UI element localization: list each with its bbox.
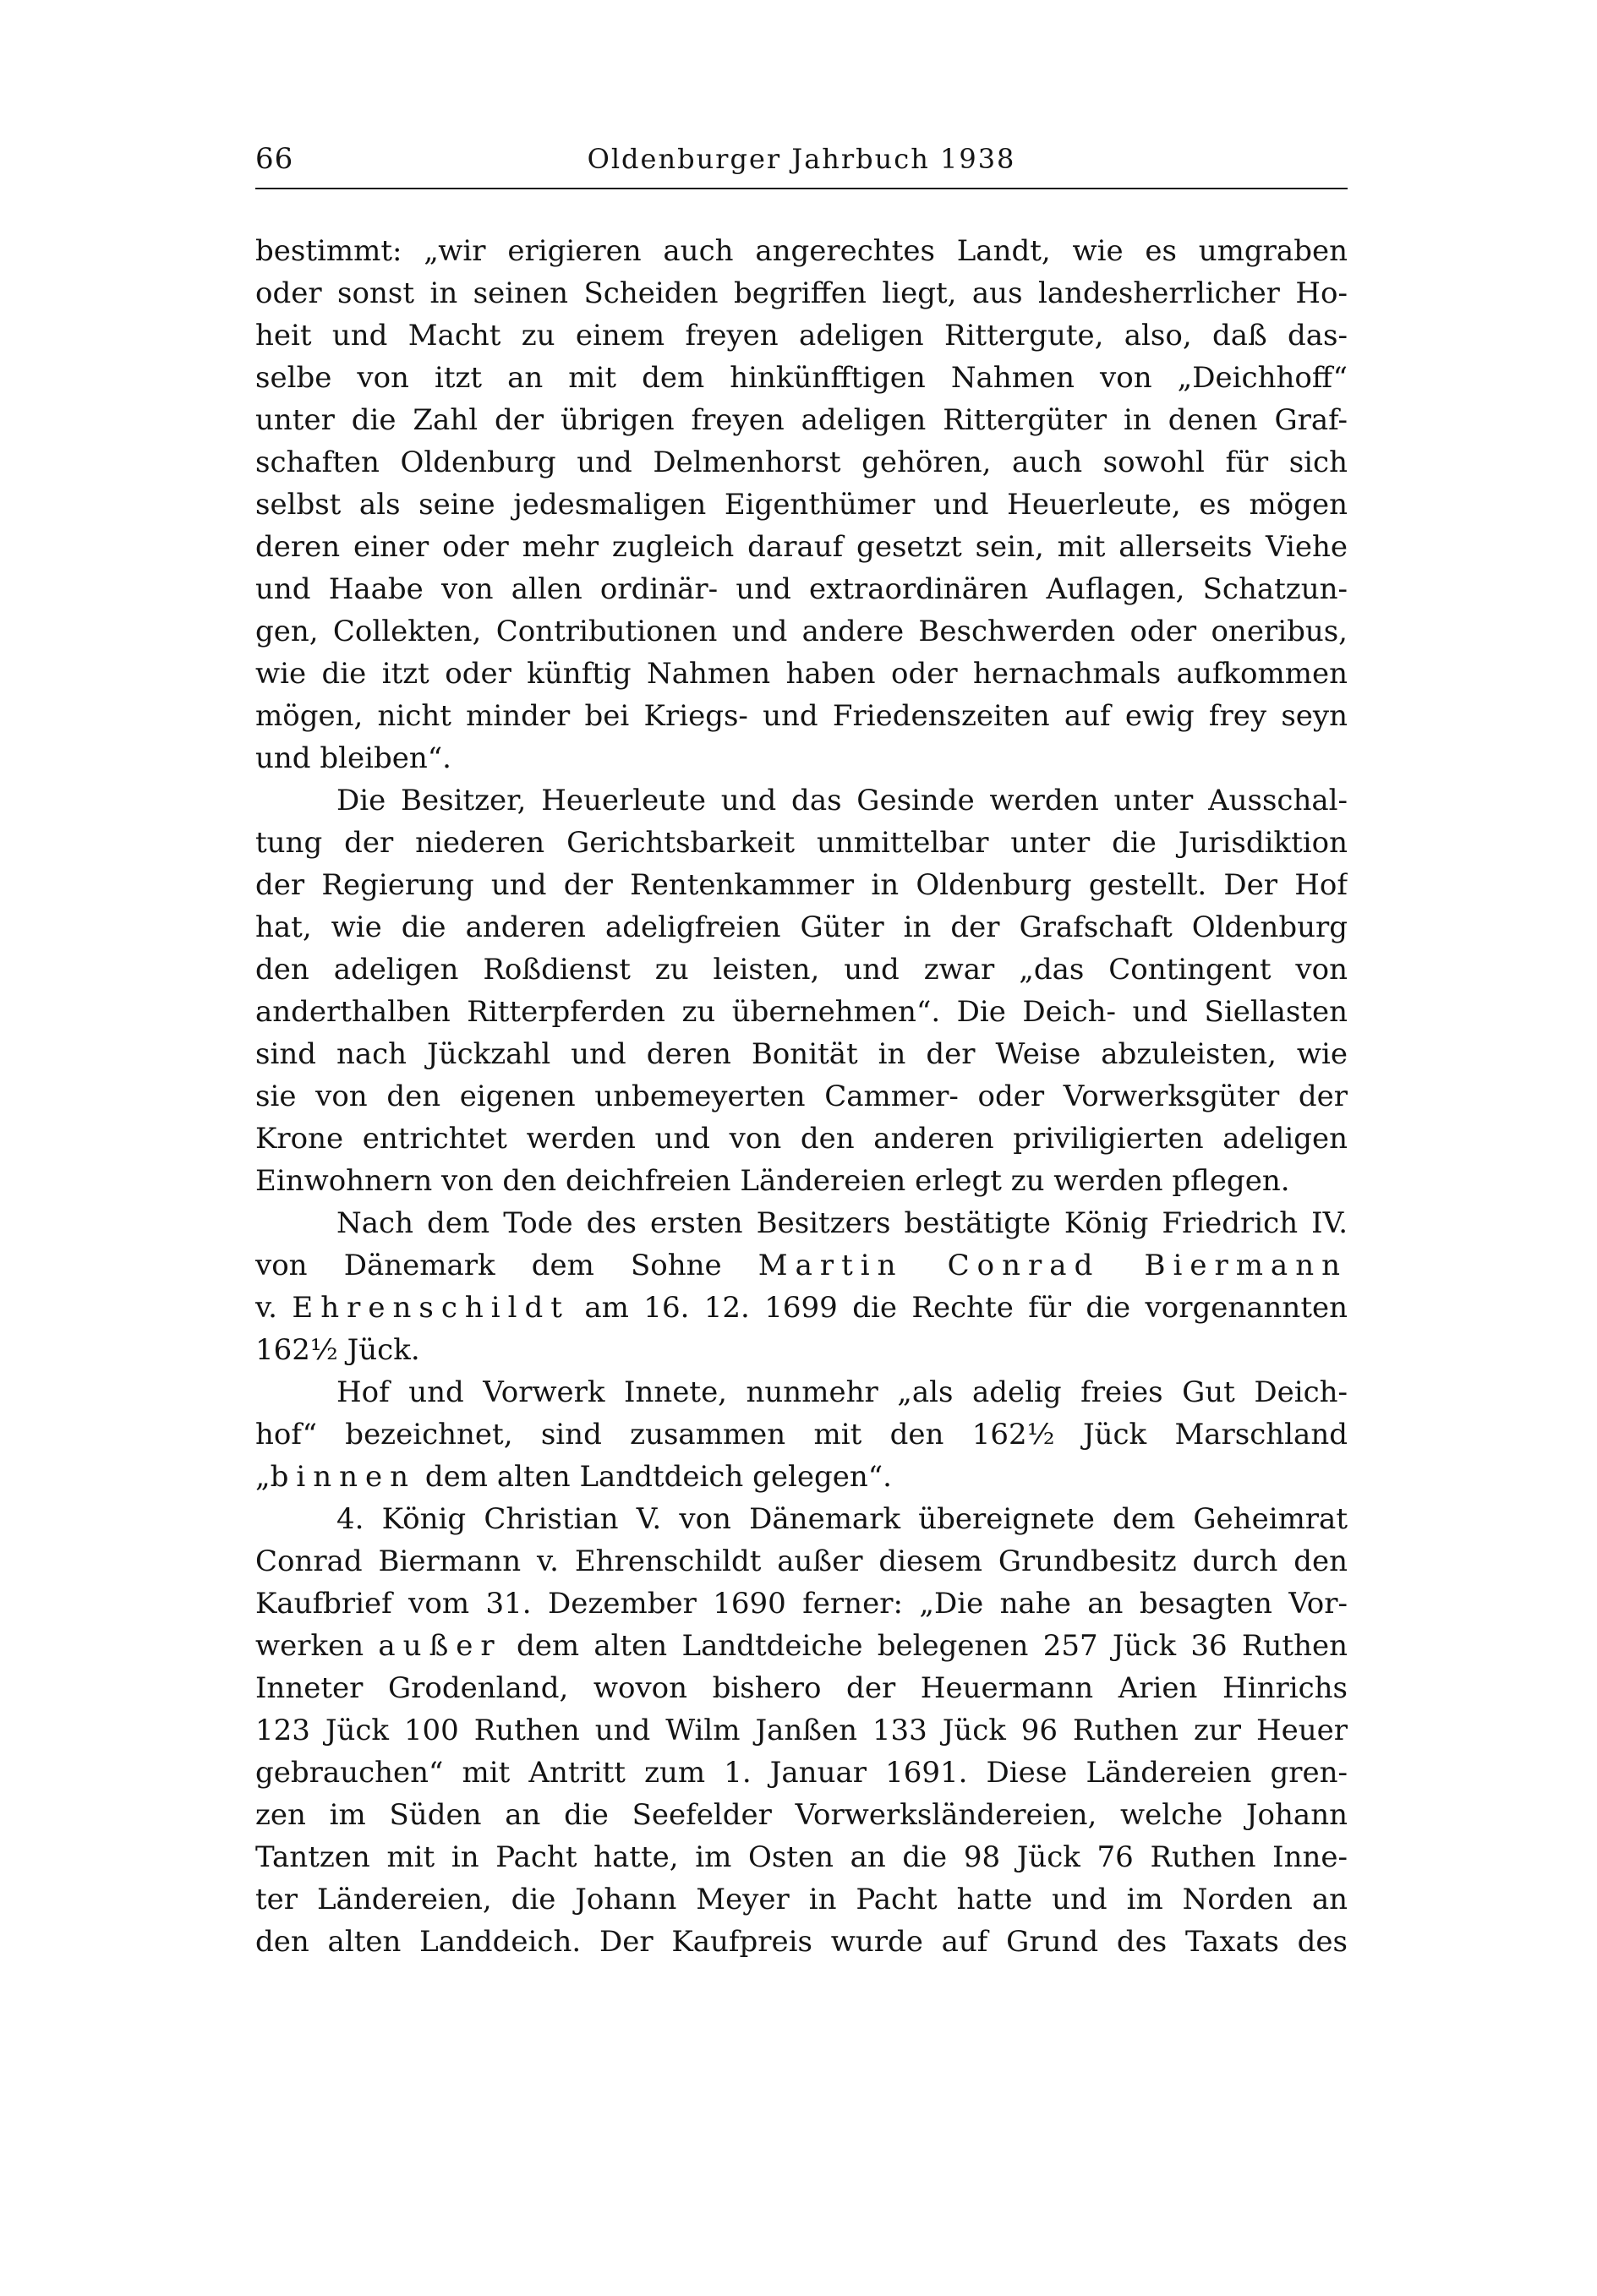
text-line: sind nach Jückzahl und deren Bonität in der Weise abzuleisten, wie — [255, 1037, 1348, 1071]
text-line — [255, 1244, 1348, 1287]
text-line: hat, wie die anderen adeligfreien Güter in der Grafschaft Oldenburg — [255, 910, 1348, 944]
text-line — [255, 1456, 1348, 1498]
text-line: Die Besitzer, Heuerleute und das Gesinde werden unter Ausschal- — [336, 784, 1348, 817]
text-line: sie von den eigenen unbemeyerten Cammer- oder Vorwerksgüter der — [255, 1080, 1348, 1113]
running-head — [255, 137, 1348, 181]
spaced-word: binnen — [270, 1460, 417, 1494]
text-line: selbe von itzt an mit dem hinkünfftigen Nahmen von „Deichhoff“ — [255, 361, 1348, 395]
text-line: Einwohnern von den deichfreien Ländereien erlegt zu werden pflegen. — [255, 1164, 1290, 1198]
text-line — [255, 1287, 1348, 1329]
text-line: Conrad Biermann v. Ehrenschildt außer diesem Grundbesitz durch den — [255, 1544, 1348, 1578]
text-line: wie die itzt oder künftig Nahmen haben oder hernachmals aufkommen — [255, 657, 1348, 691]
text-line: 4. König Christian V. von Dänemark übereignete dem Geheimrat — [336, 1502, 1348, 1536]
spaced-word: außer — [378, 1629, 502, 1663]
text-line: heit und Macht zu einem freyen adeligen Rittergute, also, daß das- — [255, 319, 1348, 353]
spaced-name: Martin Conrad Biermann — [757, 1249, 1348, 1282]
text-line: ter Ländereien, die Johann Meyer in Pacht hatte und im Norden an — [255, 1883, 1348, 1916]
text-line: bestimmt: „wir erigieren auch angerechtes Landt, wie es umgraben — [255, 234, 1348, 268]
text-line: Krone entrichtet werden und von den anderen priviligierten adeligen — [255, 1122, 1348, 1156]
text-line: den alten Landdeich. Der Kaufpreis wurde auf Grund des Taxats des — [255, 1925, 1348, 1959]
text-line: gebrauchen“ mit Antritt zum 1. Januar 1691. Diese Ländereien gren- — [255, 1756, 1348, 1790]
text-line: mögen, nicht minder bei Kriegs- und Friedenszeiten auf ewig frey seyn — [255, 699, 1348, 733]
text-line: Hof und Vorwerk Innete, nunmehr „als adelig freies Gut Deich- — [336, 1375, 1348, 1409]
text-line: und bleiben“. — [255, 741, 451, 775]
text-line: Inneter Grodenland, wovon bishero der Heuermann Arien Hinrichs — [255, 1671, 1348, 1705]
text-line — [255, 1625, 1348, 1667]
text-segment: von Dänemark dem Sohne — [255, 1249, 722, 1282]
text-line: tung der niederen Gerichtsbarkeit unmittelbar unter die Jurisdiktion — [255, 826, 1348, 860]
text-line: Nach dem Tode des ersten Besitzers bestätigte König Friedrich IV. — [336, 1206, 1348, 1240]
text-line: 123 Jück 100 Ruthen und Wilm Janßen 133 Jück 96 Ruthen zur Heuer — [255, 1714, 1348, 1747]
text-line: den adeligen Roßdienst zu leisten, und zwar „das Contingent von — [255, 953, 1348, 987]
text-segment: am 16. 12. 1699 die Rechte für die vorgenannten — [584, 1291, 1348, 1325]
spaced-name: Ehrenschildt — [292, 1291, 570, 1325]
text-segment: dem alten Landtdeich gelegen“. — [424, 1460, 892, 1494]
text-line: deren einer oder mehr zugleich darauf gesetzt sein, mit allerseits Viehe — [255, 530, 1348, 564]
running-title: Oldenburger Jahrbuch 1938 — [587, 143, 1016, 175]
text-line: Kaufbrief vom 31. Dezember 1690 ferner: „Die nahe an besagten Vor- — [255, 1587, 1348, 1621]
text-line: schaften Oldenburg und Delmenhorst gehören, auch sowohl für sich — [255, 446, 1348, 479]
body-text — [255, 230, 1348, 1963]
text-line: und Haabe von allen ordinär- und extraordinären Auflagen, Schatzun- — [255, 572, 1348, 606]
header-rule — [255, 188, 1348, 189]
text-segment: dem alten Landtdeiche belegenen 257 Jück 36 Ruthen — [516, 1629, 1348, 1663]
text-line: anderthalben Ritterpferden zu übernehmen“. Die Deich- und Siellasten — [255, 995, 1348, 1029]
text-segment: „ — [255, 1460, 271, 1494]
text-line: unter die Zahl der übrigen freyen adeligen Rittergüter in denen Graf- — [255, 403, 1348, 437]
text-line: 162½ Jück. — [255, 1333, 420, 1367]
text-line: gen, Collekten, Contributionen und andere Beschwerden oder oneribus, — [255, 615, 1348, 648]
text-line: hof“ bezeichnet, sind zusammen mit den 162½ Jück Marschland — [255, 1418, 1348, 1451]
text-segment: v. — [255, 1291, 277, 1325]
page-number: 66 — [255, 142, 294, 176]
text-line: Tantzen mit in Pacht hatte, im Osten an die 98 Jück 76 Ruthen Inne- — [255, 1840, 1348, 1874]
text-line: selbst als seine jedesmaligen Eigenthümer und Heuerleute, es mögen — [255, 488, 1348, 522]
text-segment: werken — [255, 1629, 364, 1663]
text-line: oder sonst in seinen Scheiden begriffen liegt, aus landesherrlicher Ho- — [255, 276, 1348, 310]
text-line: der Regierung und der Rentenkammer in Oldenburg gestellt. Der Hof — [255, 868, 1348, 902]
text-line: zen im Süden an die Seefelder Vorwerksländereien, welche Johann — [255, 1798, 1348, 1832]
